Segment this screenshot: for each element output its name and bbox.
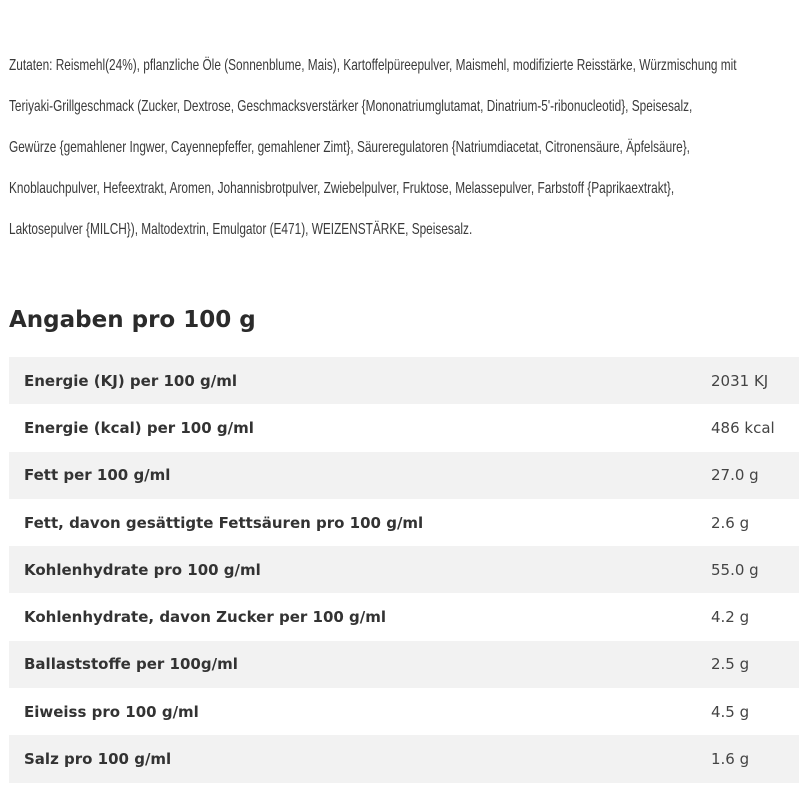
table-row	[9, 735, 799, 782]
nutrient-value: 4.5 g	[711, 702, 750, 721]
nutrient-value: 55.0 g	[711, 560, 759, 579]
table-row	[9, 688, 799, 735]
ingredients-text	[9, 45, 737, 250]
nutrient-label: Kohlenhydrate pro 100 g/ml	[24, 560, 261, 579]
ingredients-line: Teriyaki-Grillgeschmack (Zucker, Dextrose, Geschmacksverstärker {Mononatriumglutamat, Dinatrium-5'-ribonucleotid}, Speisesalz,	[9, 98, 693, 115]
table-row	[9, 499, 799, 546]
table-row	[9, 593, 799, 640]
table-row	[9, 641, 799, 688]
nutrient-label: Eiweiss pro 100 g/ml	[24, 702, 199, 721]
nutrient-label: Kohlenhydrate, davon Zucker per 100 g/ml	[24, 608, 387, 627]
nutrient-value: 2031 KJ	[711, 371, 769, 390]
nutrient-label: Fett per 100 g/ml	[24, 466, 171, 485]
table-row	[9, 357, 799, 404]
nutrient-label: Salz pro 100 g/ml	[24, 750, 172, 769]
nutrient-value: 4.2 g	[711, 608, 750, 627]
ingredients-line: Laktosepulver {MILCH}), Maltodextrin, Emulgator (E471), WEIZENSTÄRKE, Speisesalz.	[9, 221, 473, 238]
nutrient-value: 486 kcal	[711, 418, 775, 437]
nutrient-value: 2.5 g	[711, 655, 750, 674]
table-row	[9, 452, 799, 499]
nutrient-value: 2.6 g	[711, 513, 750, 532]
nutrition-table	[9, 357, 799, 783]
nutrient-label: Energie (kcal) per 100 g/ml	[24, 418, 254, 437]
nutrient-label: Energie (KJ) per 100 g/ml	[24, 371, 237, 390]
ingredients-line: Zutaten: Reismehl(24%), pflanzliche Öle (Sonnenblume, Mais), Kartoffelpüreepulver, Maismehl, modifizierte Reisstärke, Würzmischung mit	[9, 57, 737, 74]
nutrition-title: Angaben pro 100 g	[9, 307, 256, 333]
nutrient-value: 27.0 g	[711, 466, 759, 485]
ingredients-line: Gewürze {gemahlener Ingwer, Cayennepfeffer, gemahlener Zimt}, Säureregulatoren {Natriumdiacetat, Citronensäure, Äpfelsäure},	[9, 139, 690, 156]
table-row	[9, 404, 799, 451]
table-row	[9, 546, 799, 593]
nutrient-value: 1.6 g	[711, 750, 750, 769]
nutrient-label: Fett, davon gesättigte Fettsäuren pro 100 g/ml	[24, 513, 424, 532]
nutrient-label: Ballaststoffe per 100g/ml	[24, 655, 238, 674]
ingredients-line: Knoblauchpulver, Hefeextrakt, Aromen, Johannisbrotpulver, Zwiebelpulver, Fruktose, Melassepulver, Farbstoff {Paprikaextrakt},	[9, 180, 675, 197]
